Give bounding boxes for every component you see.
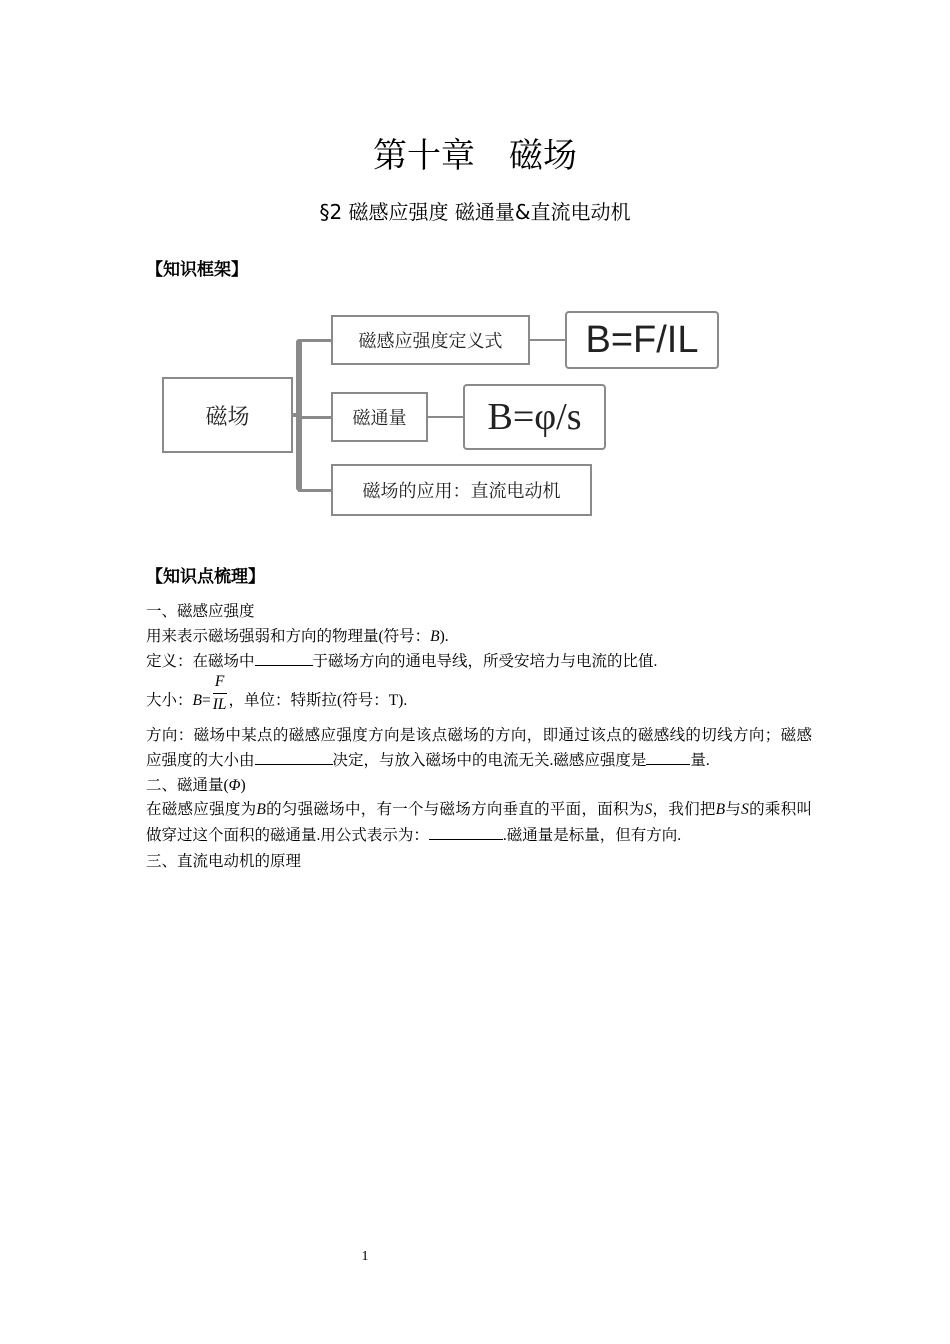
fill-blank[interactable] — [646, 748, 690, 765]
bracket-arm-middle — [298, 416, 331, 419]
link-flux-formula — [428, 416, 463, 418]
flux-paragraph: 在磁感应强度为B的匀强磁场中，有一个与磁场方向垂直的平面，面积为S，我们把B与S的乘积叫做穿过这个面积的磁通量.用公式表示为： .磁通量是标量，但有方向. — [146, 801, 812, 844]
mindmap-node-b-definition: 磁感应强度定义式 — [331, 315, 530, 365]
bracket-arm-bottom — [298, 489, 331, 492]
mindmap-root-node: 磁场 — [162, 377, 293, 453]
framework-heading: 【知识框架】 — [146, 260, 248, 280]
definition-line: 定义：在磁场中 于磁场方向的通电导线，所受安培力与电流的比值. — [146, 649, 812, 675]
page-number: 1 — [361, 1249, 369, 1264]
b-fraction: $\frac{F}{IL}$ — [212, 672, 227, 713]
fill-blank[interactable] — [255, 649, 313, 666]
fill-blank[interactable] — [429, 823, 503, 840]
bracket-spine — [296, 339, 302, 491]
mindmap-formula-b: B=F/IL — [565, 311, 719, 369]
chapter-title: 第十章 磁场 — [373, 136, 577, 176]
fill-blank[interactable] — [255, 748, 333, 765]
link-b-def-formula — [530, 339, 565, 341]
mindmap-formula-flux: B=φ/s — [463, 384, 606, 450]
section-1-title: 一、磁感应强度 — [146, 603, 255, 620]
section-title: §2 磁感应强度 磁通量&直流电动机 — [319, 200, 631, 224]
knowledge-mindmap — [155, 305, 725, 525]
magnitude-line: 大小：B= $\frac{F}{IL}$ ，单位：特斯拉(符号：T). — [146, 679, 812, 724]
knowledge-body — [146, 600, 812, 875]
mindmap-node-flux: 磁通量 — [331, 392, 428, 442]
knowledge-points-heading: 【知识点梳理】 — [146, 567, 265, 587]
direction-paragraph: 方向：磁场中某点的磁感应强度方向是该点磁场的方向，即通过该点的磁感线的切线方向；磁感应强度的大小由 决定，与放入磁场中的电流无关.磁感应强度是 量. — [146, 726, 812, 769]
section-2-title: 二、磁通量(Φ) — [146, 776, 246, 794]
b-intro-line: 用来表示磁场强弱和方向的物理量(符号：B). — [146, 627, 449, 645]
section-3-title: 三、直流电动机的原理 — [146, 853, 302, 870]
bracket-arm-top — [298, 339, 331, 342]
mindmap-node-application: 磁场的应用：直流电动机 — [331, 464, 592, 516]
